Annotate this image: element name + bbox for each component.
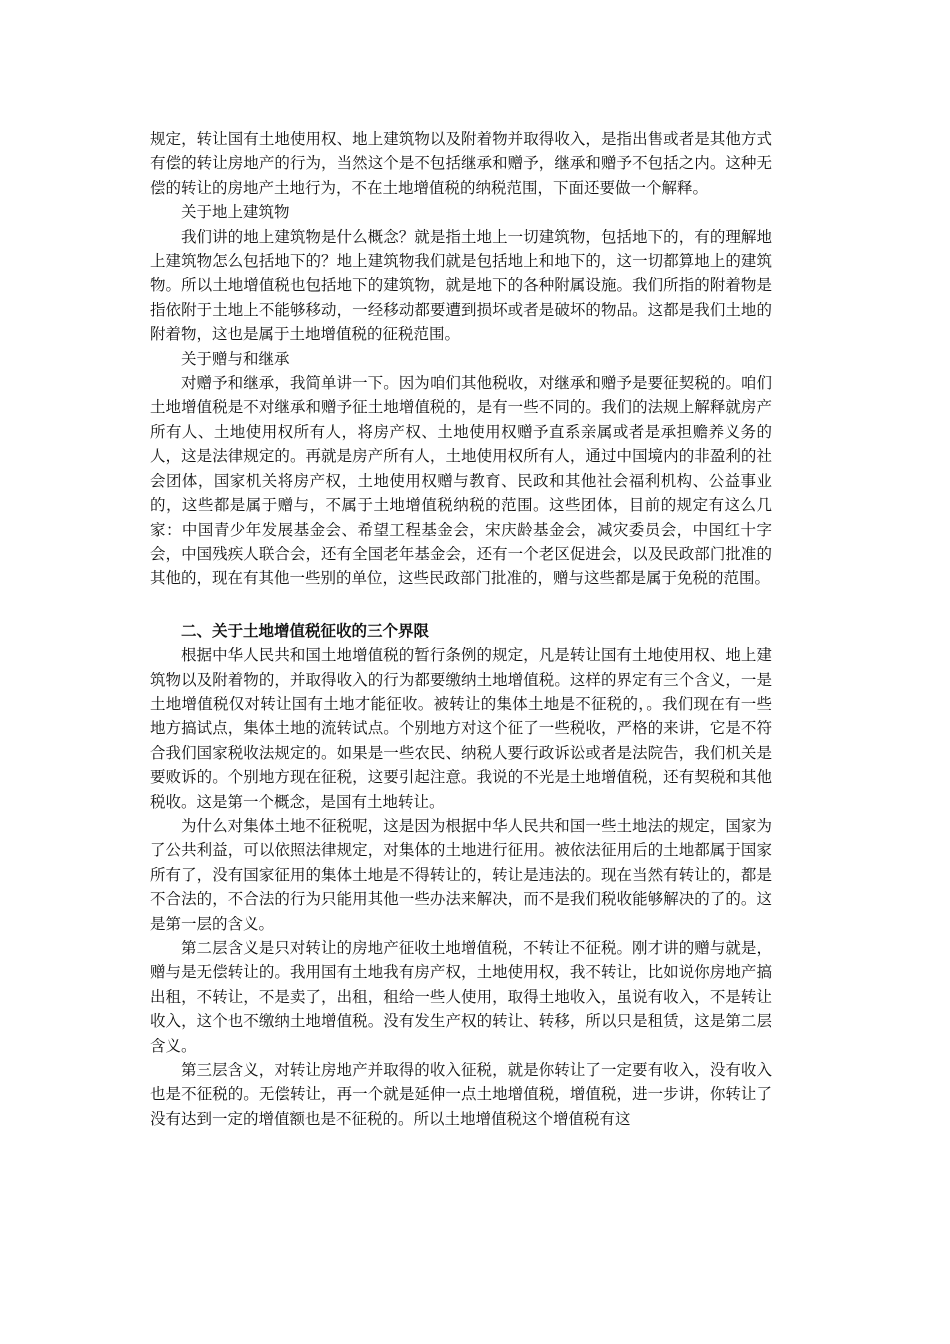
paragraph-third-meaning: 第三层含义，对转让房地产并取得的收入征税，就是你转让了一定要有收入，没有收入也是不征税的。无偿转让，再一个就是延伸一点土地增值税，增值税，进一步讲，你转让了没有达到一定的增值额也是不征税的。所以土地增值税这个增值税有这 (150, 1061, 772, 1128)
section-gap (150, 591, 772, 619)
paragraph-buildings: 我们讲的地上建筑物是什么概念？就是指土地上一切建筑物，包括地下的，有的理解地上建筑物怎么包括地下的？地上建筑物我们就是包括地上和地下的，这一切都算地上的建筑物。所以土地增值税也包括地下的建筑物，就是地下的各种附属设施。我们所指的附着物是指依附于土地上不能够移动，一经移动都要遭到损坏或者是破坏的物品。这都是我们土地的附着物，这也是属于土地增值税的征税范围。 (150, 227, 772, 344)
subheading-buildings: 关于地上建筑物 (181, 203, 290, 222)
section-heading-two: 二、关于土地增值税征收的三个界限 (181, 621, 430, 640)
paragraph-collective-land: 为什么对集体土地不征税呢，这是因为根据中华人民共和国一些土地法的规定，国家为了公共利益，可以依照法律规定，对集体的土地进行征用。被依法征用后的土地都属于国家所有了，没有国家征用的集体土地是不得转让的，转让是违法的。现在当然有转让的，都是不合法的，不合法的行为只能用其他一些办法来解决，而不是我们税收能够解决的了的。这是第一层的含义。 (150, 816, 772, 933)
paragraph-continuation: 规定，转让国有土地使用权、地上建筑物以及附着物并取得收入，是指出售或者是其他方式有偿的转让房地产的行为，当然这个是不包括继承和赠予，继承和赠予不包括之内。这种无偿的转让的房地产土地行为，不在土地增值税的纳税范围，下面还要做一个解释。 (150, 130, 772, 197)
document-body (150, 127, 772, 1131)
paragraph-three-limits: 根据中华人民共和国土地增值税的暂行条例的规定，凡是转让国有土地使用权、地上建筑物以及附着物的，并取得收入的行为都要缴纳土地增值税。这样的界定有三个含义，一是土地增值税仅对转让国有土地才能征收。被转让的集体土地是不征税的，。我们现在有一些地方搞试点，集体土地的流转试点。个别地方对这个征了一些税收，严格的来讲，它是不符合我们国家税收法规定的。如果是一些农民、纳税人要行政诉讼或者是法院告，我们机关是要败诉的。个别地方现在征税，这要引起注意。我说的不光是土地增值税，还有契税和其他税收。这是第一个概念，是国有土地转让。 (150, 646, 772, 811)
subheading-gift-inheritance: 关于赠与和继承 (181, 349, 290, 368)
paragraph-gift-inheritance: 对赠予和继承，我简单讲一下。因为咱们其他税收，对继承和赠予是要征契税的。咱们土地增值税是不对继承和赠予征土地增值税的，是有一些不同的。我们的法规上解释就房产所有人、土地使用权所有人，将房产权、土地使用权赠予直系亲属或者是承担赡养义务的人，这是法律规定的。再就是房产所有人，土地使用权所有人，通过中国境内的非盈利的社会团体，国家机关将房产权，土地使用权赠与教育、民政和其他社会福利机构、公益事业的，这些都是属于赠与，不属于土地增值税纳税的范围。这些团体，目前的规定有这么几家：中国青少年发展基金会、希望工程基金会，宋庆龄基金会，减灾委员会，中国红十字会，中国残疾人联合会，还有全国老年基金会，还有一个老区促进会，以及民政部门批准的其他的，现在有其他一些别的单位，这些民政部门批准的，赠与这些都是属于免税的范围。 (150, 374, 772, 588)
paragraph-second-meaning: 第二层含义是只对转让的房地产征收土地增值税，不转让不征税。刚才讲的赠与就是，赠与是无偿转让的。我用国有土地我有房产权，土地使用权，我不转让，比如说你房地产搞出租，不转让，不是卖了，出租，租给一些人使用，取得土地收入，虽说有收入，不是转让收入，这个也不缴纳土地增值税。没有发生产权的转让、转移，所以只是租赁，这是第二层含义。 (150, 939, 772, 1055)
